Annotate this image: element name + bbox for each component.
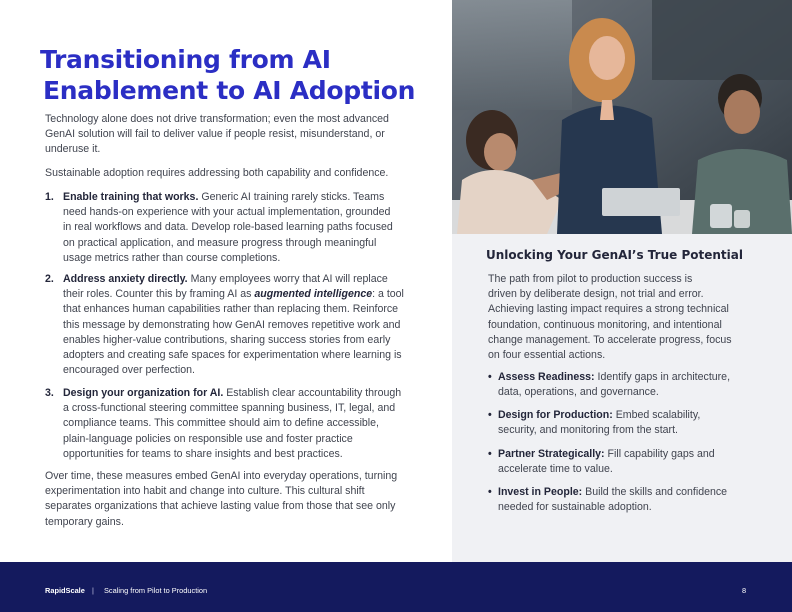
list-text: Generic AI training rarely sticks. Teams [198, 191, 385, 203]
list-text: this message by demonstrating how GenAI removes repetitive work and [63, 318, 401, 331]
bullet-icon: • [488, 371, 492, 383]
sidebar-line: driven by deliberate design, not trial and error. [488, 288, 704, 301]
list-heading: Enable training that works. [63, 191, 199, 203]
list-heading: Design your organization for AI. [63, 387, 224, 399]
intro-line: Technology alone does not drive transformation; even the most advanced [45, 113, 389, 125]
list-number: 1. [45, 191, 54, 203]
bullet-heading: Invest in People: [498, 486, 583, 498]
list-text: a cross-functional steering committee spanning business, IT, legal, and [63, 402, 396, 415]
bullet-icon: • [488, 486, 492, 498]
list-text: adopters and creating safe spaces for experimentation where learning is [63, 349, 402, 362]
sustainable-paragraph: Sustainable adoption requires addressing both capability and confidence. [45, 167, 389, 179]
sidebar-body [488, 272, 778, 363]
bullet-text: Identify gaps in architecture, [594, 371, 731, 383]
closing-paragraph [45, 469, 435, 530]
list-text: Many employees worry that AI will replace [187, 273, 388, 285]
title-line-1: Transitioning from AI [40, 45, 331, 74]
sidebar-line: foundation, continuous monitoring, and intentional [488, 318, 722, 331]
sidebar-title: Unlocking Your GenAI’s True Potential [486, 248, 743, 262]
list-text: in real workflows and data. Develop role-based learning paths focused [63, 221, 393, 234]
office-meeting-photo [452, 0, 792, 234]
list-text: usage metrics rather than course completions. [63, 251, 281, 264]
meeting-photo-graphic [452, 0, 792, 234]
emphasis-text: augmented intelligence [254, 288, 373, 301]
intro-line: underuse it. [45, 143, 101, 156]
footer-subtitle: Scaling from Pilot to Production [104, 586, 208, 595]
title-line-2: Enablement to AI Adoption [43, 76, 416, 105]
list-text: opportunities for teams to share insights and best practices. [63, 447, 343, 460]
page-footer [0, 562, 792, 612]
list-text: plain-language policies on responsible use and foster practice [63, 432, 353, 445]
sidebar-line: change management. To accelerate progress, focus [488, 333, 732, 346]
closing-line: experimentation into habit and change into culture. This cultural shift [45, 485, 365, 498]
list-text: need hands-on experience with your actual implementation, grounded [63, 206, 391, 219]
sidebar-line: Achieving lasting impact requires a strong technical [488, 303, 729, 316]
list-text: their roles. Counter this by framing AI as [63, 288, 255, 301]
bullet-text: Fill capability gaps and [604, 448, 715, 460]
bullet-icon: • [488, 409, 492, 421]
bullet-heading: Design for Production: [498, 409, 613, 421]
bullet-text: security, and monitoring from the start. [498, 424, 678, 437]
list-heading: Address anxiety directly. [63, 273, 188, 285]
list-number: 2. [45, 273, 54, 285]
bullet-text: needed for sustainable adoption. [498, 501, 652, 514]
sidebar-line: on four essential actions. [488, 349, 606, 362]
list-number: 3. [45, 387, 54, 399]
list-text: enables higher-value contributions, sharing success stories from early [63, 333, 391, 346]
closing-line: temporary gains. [45, 515, 124, 528]
closing-line: separates organizations that achieve lasting value from those that see only [45, 500, 396, 513]
list-text: on practical application, and measure progress through meaningful [63, 236, 377, 249]
intro-paragraph [45, 112, 435, 158]
bullet-text: data, operations, and governance. [498, 386, 659, 399]
bullet-text: Build the skills and confidence [582, 486, 728, 498]
list-text: that enhances human capabilities rather than replacing them. Reinforce [63, 303, 399, 316]
bullet-icon: • [488, 448, 492, 460]
bullet-heading: Partner Strategically: [498, 448, 605, 460]
list-text: encouraged over perfection. [63, 364, 195, 377]
bullet-heading: Assess Readiness: [498, 371, 595, 383]
closing-line: Over time, these measures embed GenAI into everyday operations, turning [45, 470, 398, 482]
footer-separator: | [92, 586, 94, 595]
page-title [40, 44, 440, 106]
bullet-text: accelerate time to value. [498, 463, 613, 476]
list-text: Establish clear accountability through [223, 387, 402, 399]
page-number: 8 [742, 586, 747, 595]
list-text: : a tool [372, 288, 404, 301]
footer-brand: RapidScale [45, 586, 85, 595]
intro-line: GenAI solution will fail to deliver value if people resist, misunderstand, or [45, 128, 385, 141]
list-text: compliance teams. This committee should aim to define accessible, [63, 417, 379, 430]
bullet-text: Embed scalability, [612, 409, 701, 421]
sidebar-line: The path from pilot to production success is [488, 273, 693, 285]
